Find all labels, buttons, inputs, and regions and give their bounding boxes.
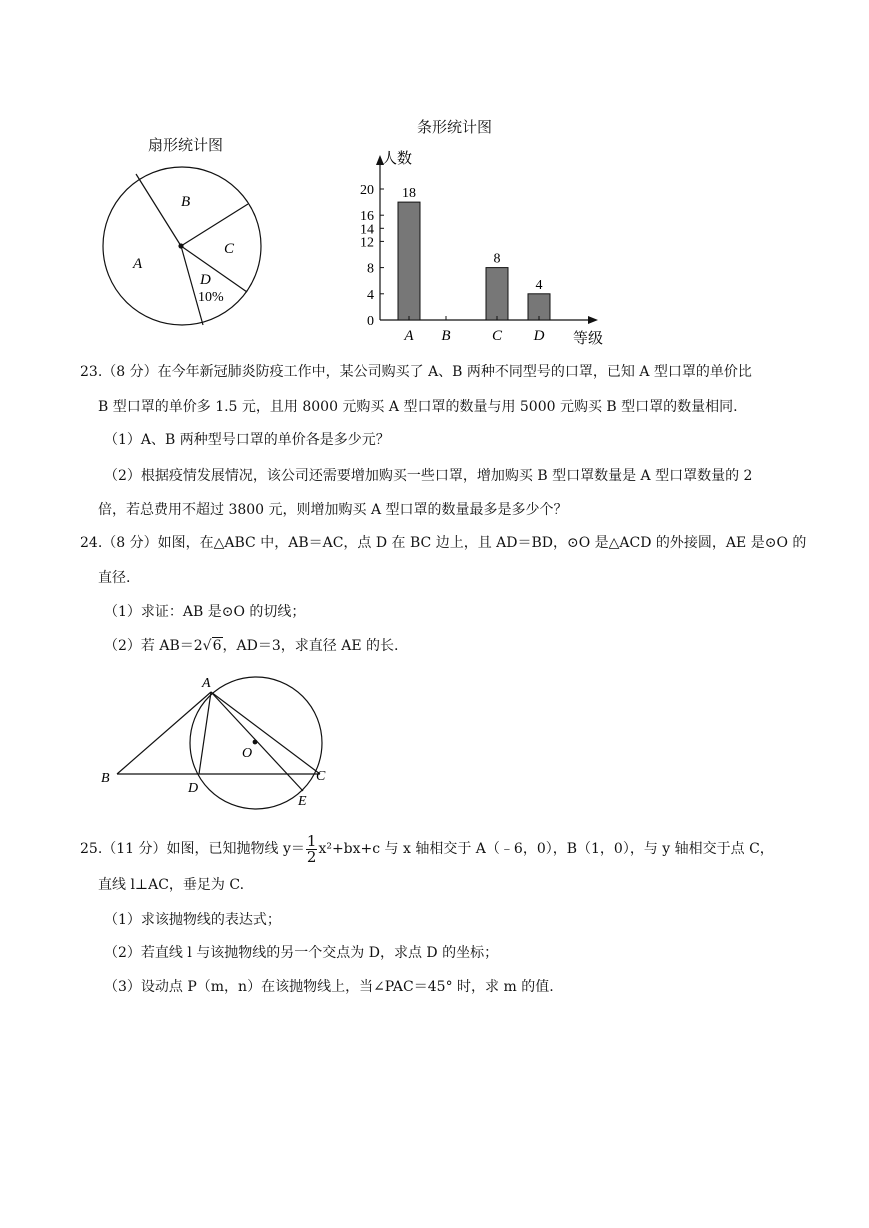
pie-label-a: A (133, 256, 143, 272)
x-axis-arrow (588, 316, 598, 324)
q23-line-2: B 型口罩的单价多 1.5 元，且用 8000 元购买 A 型口罩的数量与用 5000 元购买 B 型口罩的数量相同. (98, 399, 738, 415)
q25-part-3: （3）设动点 P（m，n）在该抛物线上，当∠PAC＝45° 时，求 m 的值. (104, 979, 554, 995)
sqrt-symbol: √ (202, 638, 212, 654)
bar-chart-ylabel: 人数 (382, 151, 413, 167)
point-label-d: D (188, 781, 199, 796)
q25-part-2: （2）若直线 l 与该抛物线的另一个交点为 D，求点 D 的坐标； (104, 945, 499, 961)
q23-part-2b: 倍，若总费用不超过 3800 元，则增加购买 A 型口罩的数量最多是多少个？ (98, 502, 568, 518)
x-tick-label-d: D (533, 328, 545, 344)
fraction-one-half (306, 831, 318, 866)
point-label-e: E (298, 794, 307, 809)
pie-chart-title: 扇形统计图 (148, 136, 224, 154)
q25-line-1-pre: 25.（11 分）如图，已知抛物线 y＝ (80, 841, 305, 857)
q24-line-1: 24.（8 分）如图，在△ABC 中，AB＝AC，点 D 在 BC 边上，且 AD＝BD，⊙O 是△ACD 的外接圆，AE 是⊙O 的 (80, 535, 807, 551)
data-label-a: 18 (402, 186, 416, 202)
q24-part-2-pre: （2）若 AB＝2 (104, 638, 203, 654)
y-tick-label: 0 (367, 314, 374, 329)
point-label-c: C (316, 769, 326, 784)
bar-c (486, 268, 508, 320)
pie-label-d: D (200, 272, 211, 288)
y-tick-label: 8 (367, 261, 374, 277)
y-tick-label: 14 (360, 222, 374, 238)
q24-line-2: 直径. (98, 570, 131, 586)
y-tick-label: 12 (360, 235, 374, 251)
q25-part-1: （1）求该抛物线的表达式； (104, 912, 281, 928)
data-label-c: 8 (493, 251, 501, 267)
segment-ad (199, 692, 211, 774)
q24-part-2-sqrt: 6 (212, 638, 222, 654)
y-tick-label: 20 (360, 183, 374, 198)
segment-ab (117, 692, 211, 774)
q23-part-2a: （2）根据疫情发展情况，该公司还需要增加购买一些口罩，增加购买 B 型口罩数量是 A 型口罩数量的 2 (104, 468, 753, 484)
q24-part-1: （1）求证：AB 是⊙O 的切线； (104, 604, 306, 620)
bar-a (398, 202, 420, 320)
point-label-o: O (242, 746, 253, 761)
q25-line-1 (80, 832, 774, 866)
point-label-b: B (101, 771, 110, 786)
q24-part-2-post: ，AD＝3，求直径 AE 的长. (222, 638, 399, 654)
x-tick-label-a: A (404, 328, 414, 344)
bar-chart-title: 条形统计图 (417, 118, 493, 136)
pie-chart (95, 160, 275, 335)
center-dot-o (253, 740, 258, 745)
bar-chart-xlabel: 等级 (573, 331, 604, 347)
fraction-numerator: 1 (306, 831, 317, 850)
pie-label-c: C (224, 241, 235, 257)
point-label-a: A (202, 676, 211, 691)
x-tick-label-c: C (491, 328, 503, 344)
pie-label-b: B (181, 194, 191, 210)
pie-label-d-percent: 10% (198, 290, 224, 305)
bar-chart (350, 145, 620, 350)
y-tick-label: 16 (360, 209, 374, 225)
pie-center-dot (178, 243, 183, 248)
q25-line-2: 直线 l⊥AC，垂足为 C. (98, 877, 245, 893)
segment-ac (211, 692, 320, 774)
q23-part-1: （1）A、B 两种型号口罩的单价各是多少元？ (104, 432, 390, 448)
q23-line-1: 23.（8 分）在今年新冠肺炎防疫工作中，某公司购买了 A、B 两种不同型号的口罩，已知 A 型口罩的单价比 (80, 364, 752, 380)
geometry-diagram (95, 672, 345, 812)
fraction-denominator: 2 (306, 847, 317, 866)
data-label-d: 4 (535, 277, 543, 293)
y-tick-label: 4 (367, 287, 374, 303)
x-tick-label-b: B (441, 328, 451, 344)
q24-part-2 (104, 636, 398, 656)
q25-line-1-post: x²+bx+c 与 x 轴相交于 A（﹣6，0），B（1，0），与 y 轴相交于点 C， (318, 841, 774, 857)
